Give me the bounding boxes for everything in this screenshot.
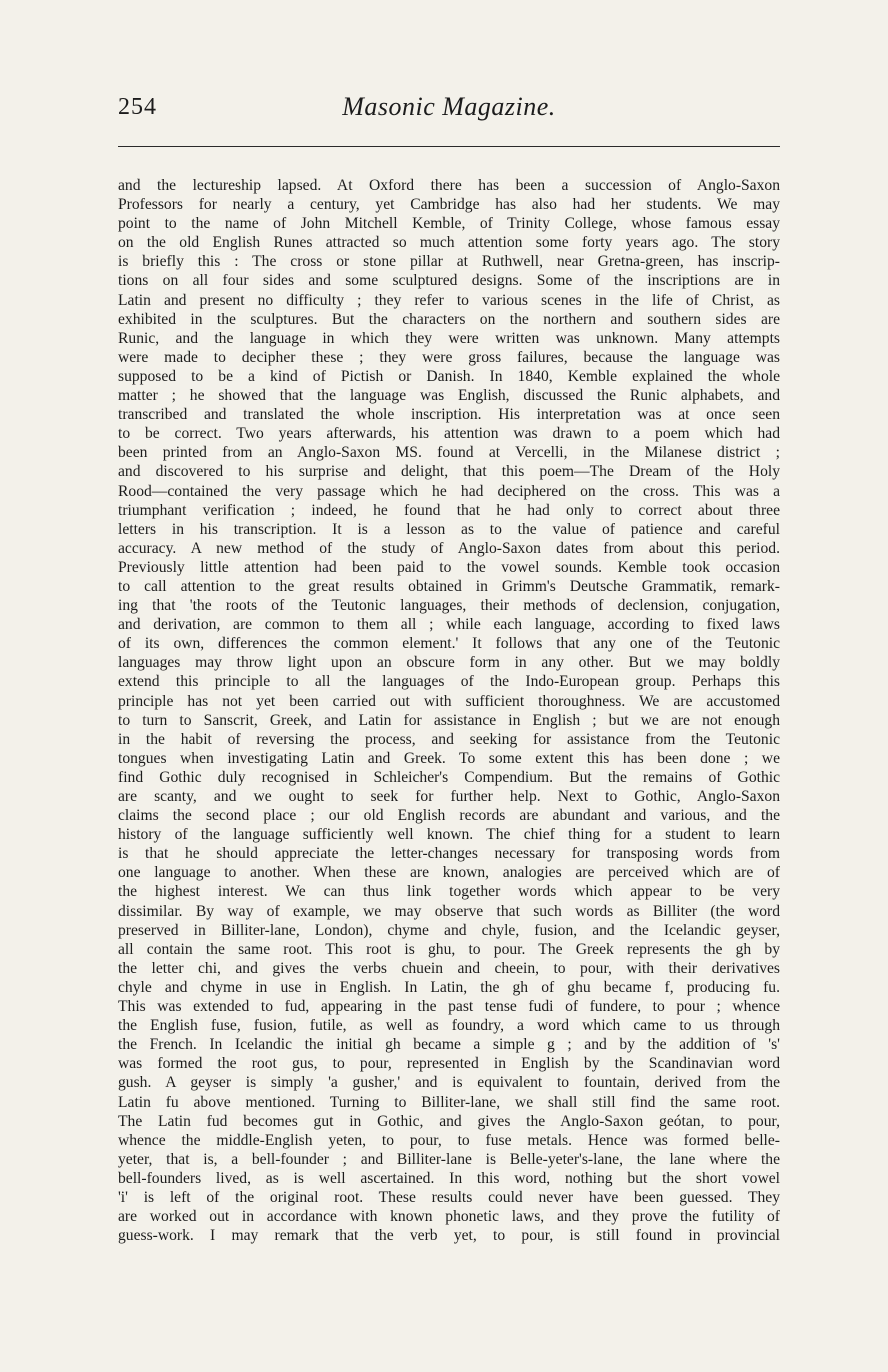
text-line: is briefly this : The cross or stone pillar at Ruthwell, near Gretna-green, has inscrip-	[118, 253, 780, 271]
header-rule	[118, 146, 780, 147]
text-line: triumphant verification ; indeed, he found that he had only to correct about three	[118, 501, 780, 519]
text-line: on the old English Runes attracted so much attention some forty years ago. The story	[118, 234, 780, 252]
text-line: and discovered to his surprise and delight, that this poem—The Dream of the Holy	[118, 463, 780, 481]
text-line: tongues when investigating Latin and Greek. To some extent this has been done ; we	[118, 749, 780, 767]
text-line: This was extended to fud, appearing in the past tense fudi of fundere, to pour ; whence	[118, 998, 780, 1016]
text-line: one language to another. When these are known, analogies are perceived which are of	[118, 864, 780, 882]
text-line: were made to decipher these ; they were gross failures, because the language was	[118, 348, 780, 366]
text-line: Rood—contained the very passage which he had deciphered on the cross. This was a	[118, 482, 780, 500]
text-line: are scanty, and we ought to seek for further help. Next to Gothic, Anglo-Saxon	[118, 788, 780, 805]
text-line: transcribed and translated the whole inscription. His interpretation was at once seen	[118, 406, 780, 424]
text-line: exhibited in the sculptures. But the characters on the northern and southern sides are	[118, 310, 780, 328]
text-line: The Latin fud becomes gut in Gothic, and gives the Anglo-Saxon geótan, to pour,	[118, 1112, 780, 1130]
text-line: to be correct. Two years afterwards, his attention was drawn to a poem which had	[118, 425, 780, 443]
text-line: the English fuse, fusion, futile, as well as foundry, a word which came to us through	[118, 1017, 780, 1035]
text-line: the highest interest. We can thus link together words which appear to be very	[118, 883, 780, 901]
text-line: matter ; he showed that the language was English, discussed the Runic alphabets, and	[118, 387, 780, 405]
text-line: the French. In Icelandic the initial gh became a simple g ; and by the addition of 's'	[118, 1036, 780, 1054]
text-line: is that he should appreciate the letter-changes necessary for transposing words from	[118, 845, 780, 863]
text-line: and the lectureship lapsed. At Oxford there has been a succession of Anglo-Saxon	[118, 177, 780, 194]
text-line: to turn to Sanscrit, Greek, and Latin for assistance in English ; but we are not enough	[118, 711, 780, 729]
text-line: whence the middle-English yeten, to pour, to fuse metals. Hence was formed belle-	[118, 1131, 780, 1149]
text-line: been printed from an Anglo-Saxon MS. found at Vercelli, in the Milanese district ;	[118, 444, 780, 462]
text-line: history of the language sufficiently well known. The chief thing for a student to learn	[118, 826, 780, 844]
text-line: dissimilar. By way of example, we may observe that such words as Billiter (the word	[118, 902, 780, 920]
text-line: gush. A geyser is simply 'a gusher,' and is equivalent to fountain, derived from the	[118, 1074, 780, 1092]
text-line: preserved in Billiter-lane, London), chyme and chyle, fusion, and the Icelandic geyser,	[118, 921, 780, 939]
text-line: to call attention to the great results obtained in Grimm's Deutsche Grammatik, remark-	[118, 577, 780, 595]
text-line: claims the second place ; our old English records are abundant and various, and the	[118, 807, 780, 825]
text-line: of its own, differences the common element.' It follows that any one of the Teutonic	[118, 635, 780, 653]
text-line: the letter chi, and gives the verbs chuein and cheein, to pour, with their derivatives	[118, 959, 780, 977]
text-line: are worked out in accordance with known phonetic laws, and they prove the futility of	[118, 1208, 780, 1226]
text-line: chyle and chyme in use in English. In Latin, the gh of ghu became f, producing fu.	[118, 978, 780, 996]
text-line: tions on all four sides and some sculptured designs. Some of the inscriptions are in	[118, 272, 780, 290]
text-line: find Gothic duly recognised in Schleicher's Compendium. But the remains of Gothic	[118, 768, 780, 786]
text-line: bell-founders lived, as is well ascertained. In this word, nothing but the short vowel	[118, 1169, 780, 1187]
text-line: point to the name of John Mitchell Kemble, of Trinity College, whose famous essay	[118, 215, 780, 233]
text-line: accuracy. A new method of the study of Anglo-Saxon dates from about this period.	[118, 539, 780, 557]
text-line: Runic, and the language in which they were written was unknown. Many attempts	[118, 329, 780, 347]
text-line: ing that 'the roots of the Teutonic languages, their methods of declension, conjugation,	[118, 597, 780, 615]
body-text	[118, 176, 780, 1245]
text-line: supposed to be a kind of Pictish or Danish. In 1840, Kemble explained the whole	[118, 367, 780, 385]
text-line: Professors for nearly a century, yet Cambridge has also had her students. We may	[118, 196, 780, 214]
text-line: letters in his transcription. It is a lesson as to the value of patience and careful	[118, 520, 780, 538]
text-line: Previously little attention had been paid to the vowel sounds. Kemble took occasion	[118, 558, 780, 576]
text-line: Latin fu above mentioned. Turning to Billiter-lane, we shall still find the same root.	[118, 1093, 780, 1111]
text-line: all contain the same root. This root is ghu, to pour. The Greek represents the gh by	[118, 940, 780, 958]
page-number: 254	[118, 94, 157, 120]
text-line: 'i' is left of the original root. These results could never have been guessed. They	[118, 1188, 780, 1206]
text-line: and derivation, are common to them all ; while each language, according to fixed laws	[118, 616, 780, 634]
text-line: extend this principle to all the languages of the Indo-European group. Perhaps this	[118, 673, 780, 691]
text-line: languages may throw light upon an obscure form in any other. But we may boldly	[118, 654, 780, 672]
text-line: guess-work. I may remark that the verb yet, to pour, is still found in provincial	[118, 1227, 780, 1245]
text-line: in the habit of reversing the process, and seeking for assistance from the Teutonic	[118, 730, 780, 748]
text-line: Latin and present no difficulty ; they refer to various scenes in the life of Christ, as	[118, 291, 780, 309]
page-header	[118, 92, 780, 136]
running-title: Masonic Magazine.	[342, 92, 556, 121]
text-line: was formed the root gus, to pour, represented in English by the Scandinavian word	[118, 1055, 780, 1073]
text-line: yeter, that is, a bell-founder ; and Billiter-lane is Belle-yeter's-lane, the lane where the	[118, 1150, 780, 1168]
text-line: principle has not yet been carried out with sufficient thoroughness. We are accustomed	[118, 692, 780, 710]
